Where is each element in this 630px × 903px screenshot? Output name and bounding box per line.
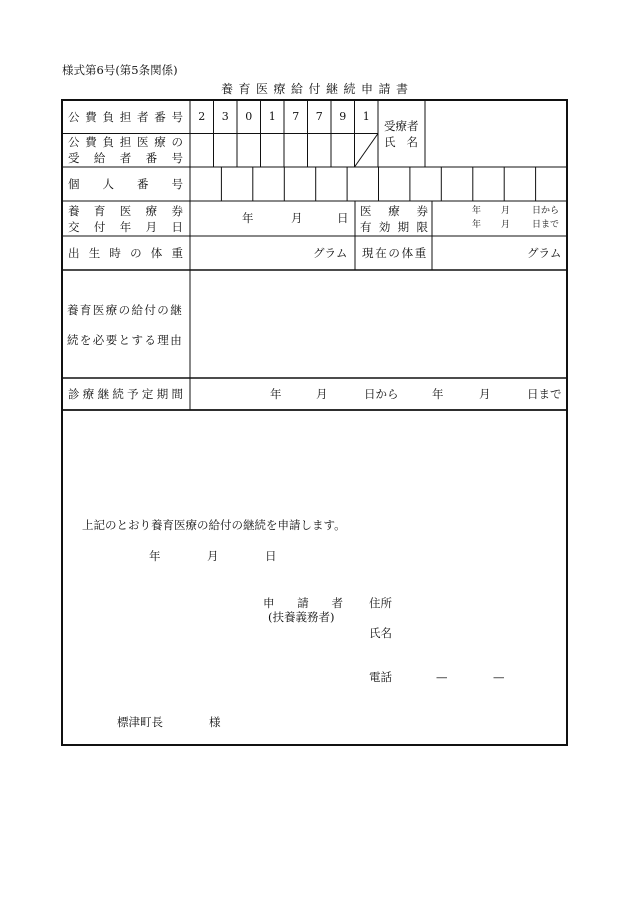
recipient-number-label-line1: 公 費 負 担 医 療 の [68, 135, 183, 149]
continuation-reason-label-line2: 続を必要とする理由 [67, 333, 184, 347]
recipient-number-digit-cell [190, 134, 214, 168]
birth-weight-unit: グラム [313, 246, 348, 260]
voucher-validity-to-day: 日まで [532, 220, 560, 230]
public-payer-number-digit: 9 [339, 110, 347, 123]
individual-number-digit-cell [379, 167, 410, 201]
recipient-number-digit-cell [284, 134, 308, 168]
individual-number-digit-cell [253, 167, 284, 201]
individual-number-digit-cell [190, 167, 221, 201]
patient-name-field [425, 100, 567, 167]
planned-period-from-month: 月 [316, 387, 328, 401]
individual-number-digit-cell [536, 167, 567, 201]
individual-number-digit-cell [284, 167, 315, 201]
phone-separator: — [436, 670, 448, 684]
declaration-section [62, 410, 567, 745]
individual-number-digit-cell [347, 167, 378, 201]
individual-number-digit-cell [441, 167, 472, 201]
patient-name-label-line2: 氏 名 [384, 135, 418, 149]
continuation-reason-label-line1: 養育医療の給付の継 [67, 303, 184, 317]
voucher-validity-from-year: 年 [472, 206, 482, 216]
public-payer-number-digit: 0 [245, 110, 253, 123]
individual-number-digit-cell [316, 167, 347, 201]
recipient-number-label-line2: 受 給 者 番 号 [68, 151, 183, 165]
current-weight-label: 現在の体重 [362, 246, 428, 260]
address-label: 住所 [369, 596, 392, 610]
voucher-issue-label-line2: 交 付 年 月 日 [68, 220, 183, 234]
applicant-label: 申 請 者 [263, 596, 343, 610]
voucher-validity-to-year: 年 [472, 220, 482, 230]
voucher-issue-year: 年 [242, 211, 254, 225]
patient-name-label-line1: 受療者 [384, 119, 419, 133]
form-number: 様式第6号(第5条関係) [62, 63, 178, 77]
planned-period-to-year: 年 [432, 387, 444, 401]
name-label: 氏名 [369, 626, 392, 640]
voucher-issue-label-line1: 養 育 医 療 券 [68, 204, 183, 218]
public-payer-number-digit: 1 [268, 110, 276, 123]
addressee: 標津町長 [117, 715, 163, 729]
voucher-validity-from-day: 日から [532, 206, 560, 216]
planned-period-from-day: 日から [364, 387, 399, 401]
voucher-validity-from-month: 月 [501, 206, 511, 216]
public-payer-number-digit: 7 [292, 110, 300, 123]
individual-number-label: 個 人 番 号 [68, 177, 183, 191]
recipient-number-digit-cell [237, 134, 261, 168]
planned-period-to-day: 日まで [527, 387, 562, 401]
voucher-validity-label-line1: 医 療 券 [360, 204, 428, 218]
applicant-role: (扶養義務者) [268, 610, 335, 624]
recipient-number-digit-cell [214, 134, 238, 168]
birth-weight-label: 出 生 時 の 体 重 [68, 246, 183, 260]
public-payer-number-digit: 7 [315, 110, 323, 123]
continuation-reason-field [190, 270, 567, 378]
planned-period-from-year: 年 [270, 387, 282, 401]
individual-number-digit-cell [504, 167, 535, 201]
declaration-statement: 上記のとおり養育医療の給付の継続を申請します。 [82, 518, 346, 532]
individual-number-digit-cell [410, 167, 441, 201]
phone-label: 電話 [369, 670, 392, 684]
public-payer-number-digit: 1 [362, 110, 370, 123]
recipient-number-digit-cell [308, 134, 332, 168]
form-title: 養 育 医 療 給 付 継 続 申 請 書 [221, 82, 408, 96]
declaration-date-month: 月 [207, 549, 219, 563]
phone-separator: — [493, 670, 505, 684]
recipient-number-unused-cell [355, 134, 379, 168]
honorific: 様 [209, 715, 221, 729]
voucher-validity-to-month: 月 [501, 220, 511, 230]
voucher-issue-date-field [190, 201, 355, 236]
planned-period-label: 診 療 継 続 予 定 期 間 [68, 387, 183, 401]
individual-number-digit-cell [473, 167, 504, 201]
public-payer-number-label: 公 費 負 担 者 番 号 [68, 110, 183, 124]
voucher-validity-label-line2: 有 効 期 限 [360, 220, 428, 234]
public-payer-number-digit: 2 [198, 110, 206, 123]
current-weight-unit: グラム [527, 246, 562, 260]
planned-period-to-month: 月 [479, 387, 491, 401]
voucher-issue-month: 月 [291, 211, 303, 225]
recipient-number-digit-cell [331, 134, 355, 168]
voucher-issue-day: 日 [337, 211, 349, 225]
individual-number-digit-cell [221, 167, 252, 201]
declaration-date-year: 年 [149, 549, 161, 563]
recipient-number-digit-cell [261, 134, 285, 168]
public-payer-number-digit: 3 [221, 110, 229, 123]
declaration-date-day: 日 [265, 549, 277, 563]
